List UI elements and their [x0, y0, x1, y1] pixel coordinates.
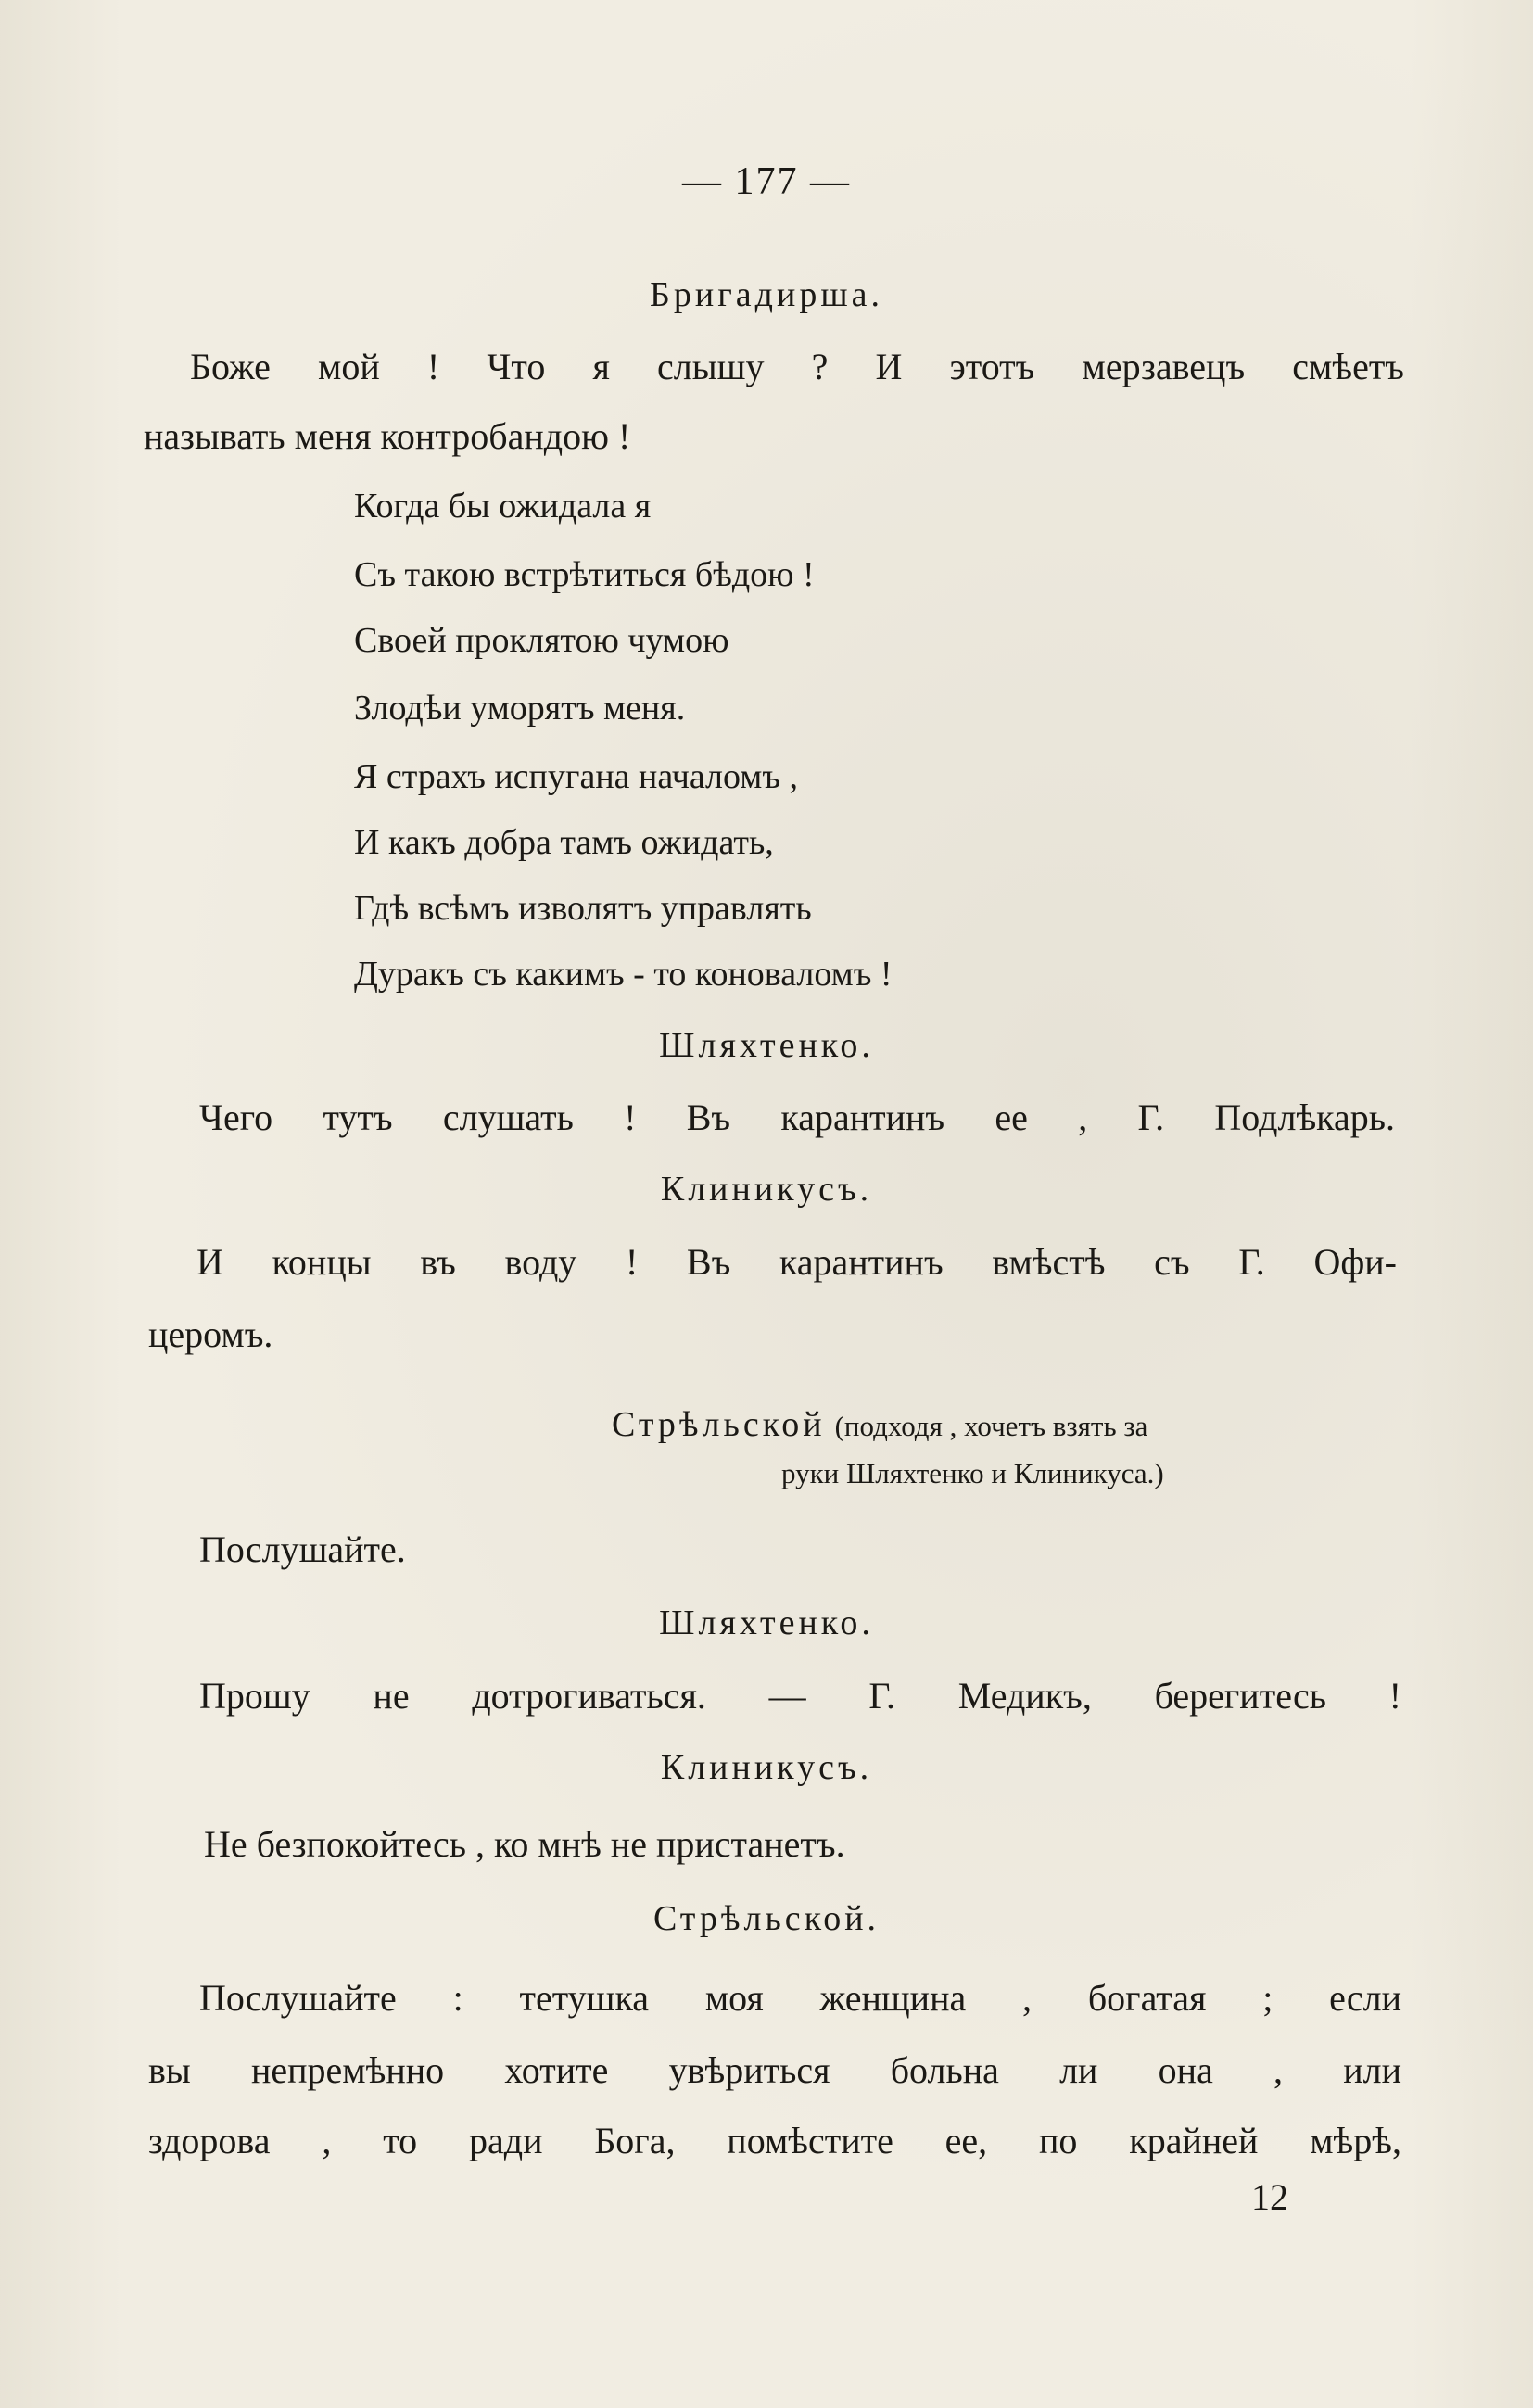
- speaker-strelskoy: Стрѣльской.: [652, 1899, 881, 1938]
- verse-line: Гдѣ всѣмъ изволятъ управлять: [354, 889, 812, 928]
- stage-direction-line: [612, 1401, 1147, 1449]
- speaker-klinikus: Клиникусъ.: [660, 1170, 873, 1209]
- speaker-klinikus: Клиникусъ.: [660, 1748, 873, 1787]
- text-line: церомъ.: [148, 1313, 273, 1355]
- verse-line: Своей проклятою чумою: [354, 621, 729, 660]
- speaker-strelskoy-inline: Стрѣльской: [612, 1405, 826, 1444]
- text-line: Боже мой ! Что я слышу ? И этотъ мерзавецъ смѣетъ: [190, 346, 1404, 387]
- speaker-shlyakhtenko: Шляхтенко.: [659, 1603, 874, 1642]
- verse-line: Съ такою встрѣтиться бѣдою !: [354, 555, 815, 594]
- verse-line: Дуракъ съ какимъ - то коноваломъ !: [354, 955, 893, 994]
- signature-mark: 12: [1251, 2176, 1288, 2218]
- speaker-brigadirsha: Бригадирша.: [650, 275, 883, 314]
- verse-line: Я страхъ испугана началомъ ,: [354, 757, 798, 796]
- text-line: Послушайте.: [199, 1528, 406, 1570]
- text-line: здорова , то ради Бога, помѣстите ее, по крайней мѣрѣ,: [148, 2120, 1401, 2161]
- verse-line: И какъ добра тамъ ожидать,: [354, 823, 774, 862]
- speaker-shlyakhtenko: Шляхтенко.: [659, 1026, 874, 1065]
- text-line: называть меня контробандою !: [144, 415, 631, 457]
- text-line: Не безпокойтесь , ко мнѣ не пристанетъ.: [204, 1823, 845, 1865]
- text-line: вы непремѣнно хотите увѣриться больна ли она , или: [148, 2049, 1401, 2091]
- text-line: Прошу не дотрогиваться. — Г. Медикъ, берегитесь !: [199, 1675, 1401, 1717]
- text-line: И концы въ воду ! Въ карантинъ вмѣстѣ съ Г. Офи-: [196, 1241, 1397, 1283]
- text-line: Чего тутъ слушать ! Въ карантинъ ее , Г. Подлѣкарь.: [199, 1096, 1395, 1138]
- text-line: Послушайте : тетушка моя женщина , богатая ; если: [199, 1977, 1401, 2019]
- stage-direction: (подходя , хочетъ взять за: [834, 1410, 1148, 1442]
- page-number: — 177 —: [682, 160, 851, 203]
- verse-line: Когда бы ожидала я: [354, 487, 652, 526]
- stage-direction: руки Шляхтенко и Клиникуса.): [781, 1457, 1164, 1489]
- verse-line: Злодѣи уморятъ меня.: [354, 689, 686, 728]
